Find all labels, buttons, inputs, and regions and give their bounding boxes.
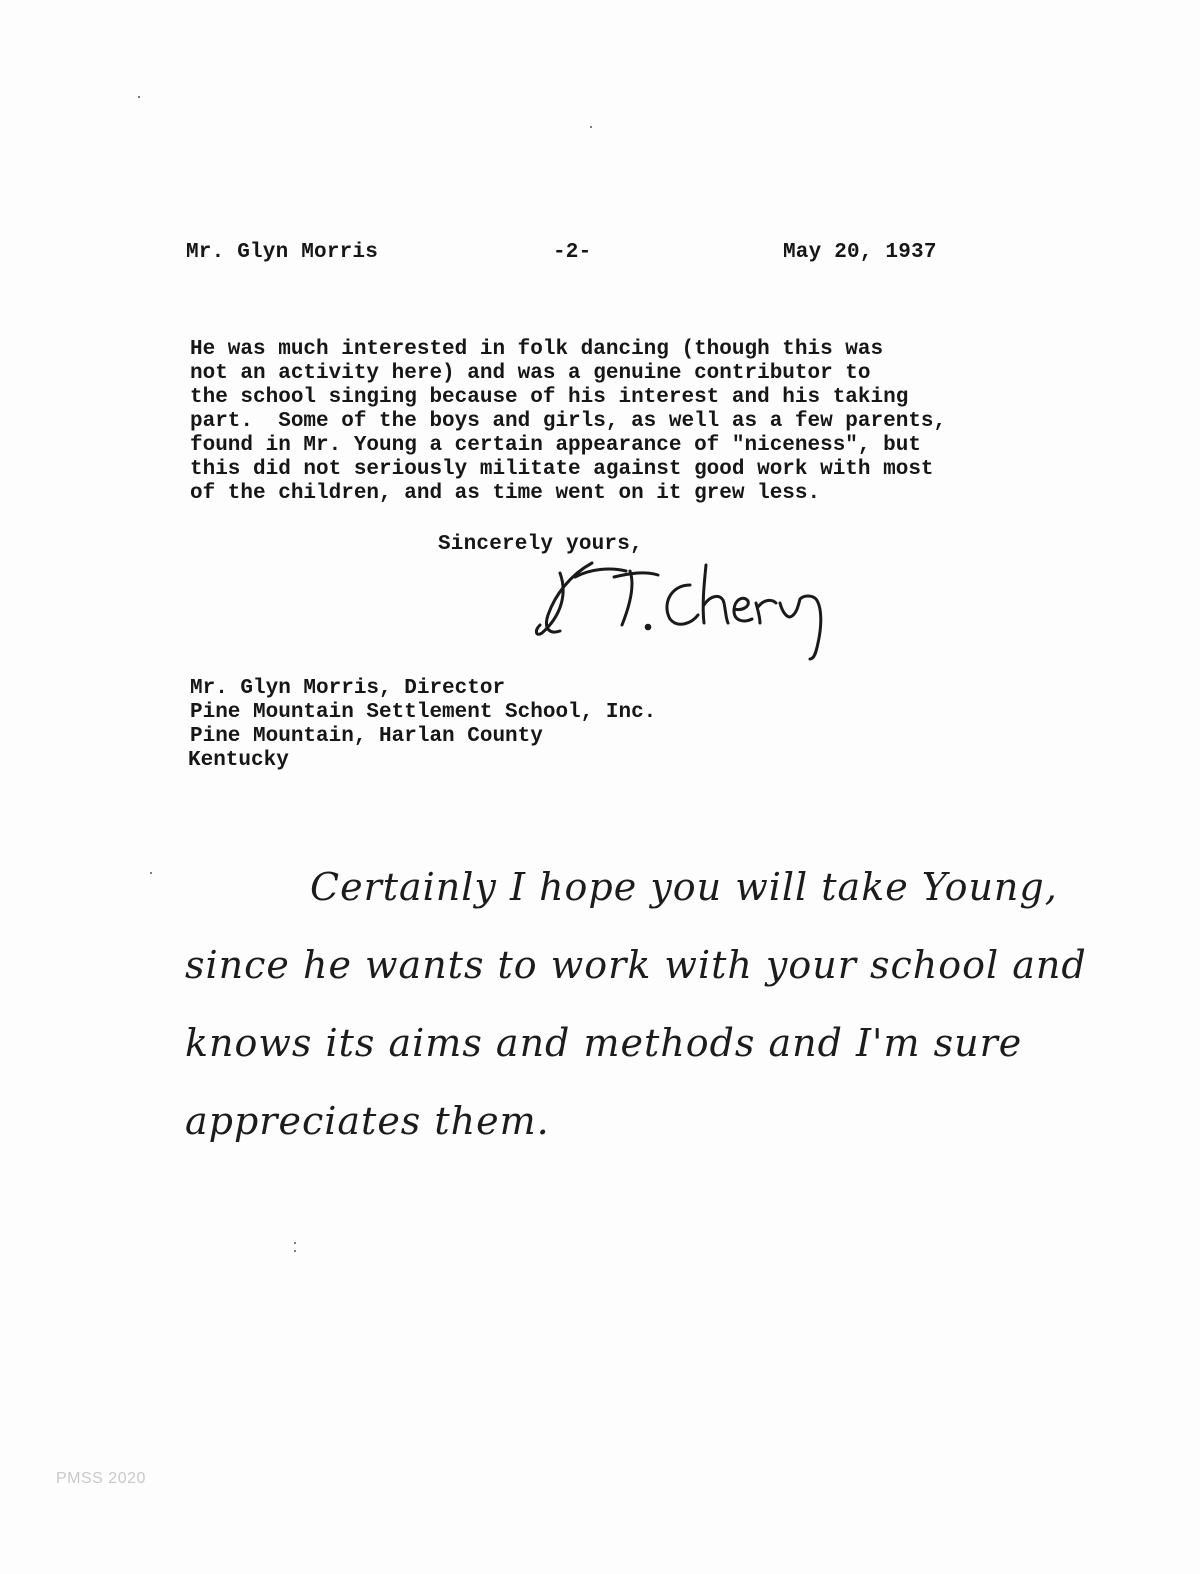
paper-speck: [150, 872, 152, 874]
paper-speck: [294, 1250, 296, 1252]
body-line: part. Some of the boys and girls, as well as a few parents,: [190, 410, 947, 433]
address-line: Kentucky: [188, 749, 289, 772]
handwritten-postscript: [185, 848, 1145, 1160]
header-recipient: Mr. Glyn Morris: [186, 241, 379, 264]
address-line: Pine Mountain, Harlan County: [190, 725, 543, 748]
handwritten-line: since he wants to work with your school and: [185, 943, 1087, 987]
body-line: He was much interested in folk dancing (though this was: [190, 338, 884, 361]
address-line: Mr. Glyn Morris, Director: [190, 677, 506, 700]
body-line: found in Mr. Young a certain appearance of "niceness", but: [190, 434, 921, 457]
body-line: this did not seriously militate against good work with most: [190, 458, 934, 481]
closing-salutation: Sincerely yours,: [438, 533, 643, 556]
body-line: the school singing because of his interest and his taking: [190, 386, 909, 409]
handwritten-line: knows its aims and methods and I'm sure: [185, 1021, 1023, 1065]
recipient-address-block: [190, 677, 656, 773]
archive-stamp: PMSS 2020: [56, 1470, 146, 1487]
handwritten-signature: [530, 555, 840, 665]
paper-speck: [590, 126, 592, 128]
paper-speck: [294, 1242, 296, 1244]
body-line: not an activity here) and was a genuine contributor to: [190, 362, 871, 385]
body-line: of the children, and as time went on it grew less.: [190, 482, 821, 505]
handwritten-line: appreciates them.: [185, 1099, 550, 1143]
handwritten-line: Certainly I hope you will take Young,: [310, 865, 1058, 909]
header-page-number: -2-: [553, 241, 592, 264]
paper-speck: [138, 96, 140, 98]
header-date: May 20, 1937: [783, 241, 937, 264]
letter-body-paragraph: [190, 338, 946, 506]
address-line: Pine Mountain Settlement School, Inc.: [190, 701, 657, 724]
